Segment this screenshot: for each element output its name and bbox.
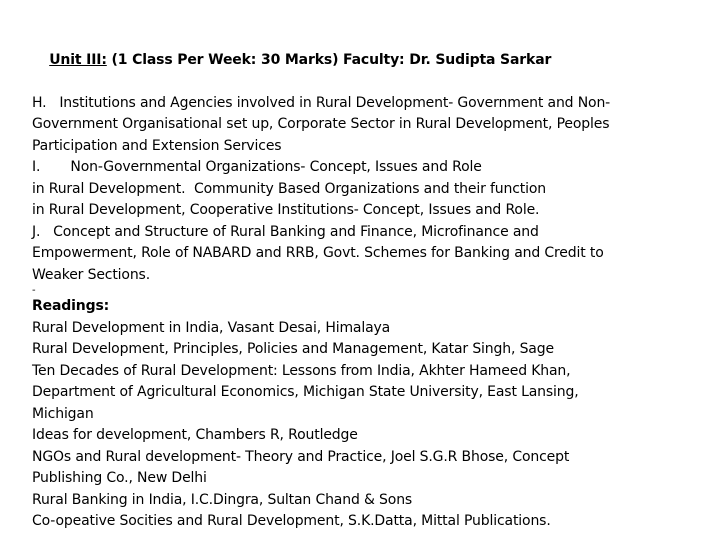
- syllabus-line: in Rural Development. Community Based Organizations and their function: [32, 180, 547, 197]
- readings-heading: Readings:: [32, 298, 110, 314]
- reading-item: Michigan: [32, 405, 94, 422]
- unit-heading-details: (1 Class Per Week: 30 Marks) Faculty: Dr. Sudipta Sarkar: [106, 51, 552, 68]
- reading-item: Publishing Co., New Delhi: [32, 470, 207, 486]
- reading-item: NGOs and Rural development- Theory and Practice, Joel S.G.R Bhose, Concept: [32, 448, 570, 465]
- syllabus-line: Government Organisational set up, Corporate Sector in Rural Development, Peoples: [32, 116, 610, 132]
- document-page: [32, 28, 692, 533]
- reading-item: Ideas for development, Chambers R, Routledge: [32, 427, 358, 443]
- syllabus-line: in Rural Development, Cooperative Institutions- Concept, Issues and Role.: [32, 202, 540, 218]
- reading-item: Rural Banking in India, I.C.Dingra, Sultan Chand & Sons: [32, 491, 413, 508]
- reading-item: Rural Development, Principles, Policies and Management, Katar Singh, Sage: [32, 341, 554, 357]
- unit-label: Unit III:: [49, 51, 107, 68]
- readings-section: [32, 296, 692, 533]
- syllabus-line: J. Concept and Structure of Rural Banking and Finance, Microfinance and: [32, 223, 539, 240]
- syllabus-line: I. Non-Governmental Organizations- Concept, Issues and Role: [32, 159, 482, 175]
- unit-heading: [32, 28, 692, 93]
- syllabus-line: Empowerment, Role of NABARD and RRB, Govt. Schemes for Banking and Credit to: [32, 245, 604, 261]
- reading-item: Ten Decades of Rural Development: Lessons from India, Akhter Hameed Khan,: [32, 362, 571, 379]
- reading-item: Rural Development in India, Vasant Desai, Himalaya: [32, 319, 391, 336]
- separator-dash: -: [32, 285, 36, 296]
- reading-item: Department of Agricultural Economics, Michigan State University, East Lansing,: [32, 384, 579, 400]
- syllabus-line: Weaker Sections.: [32, 266, 151, 283]
- syllabus-line: Participation and Extension Services: [32, 137, 282, 154]
- syllabus-content: [32, 93, 692, 287]
- syllabus-line: H. Institutions and Agencies involved in Rural Development- Government and Non-: [32, 94, 611, 111]
- reading-item: Co-opeative Socities and Rural Development, S.K.Datta, Mittal Publications.: [32, 513, 551, 529]
